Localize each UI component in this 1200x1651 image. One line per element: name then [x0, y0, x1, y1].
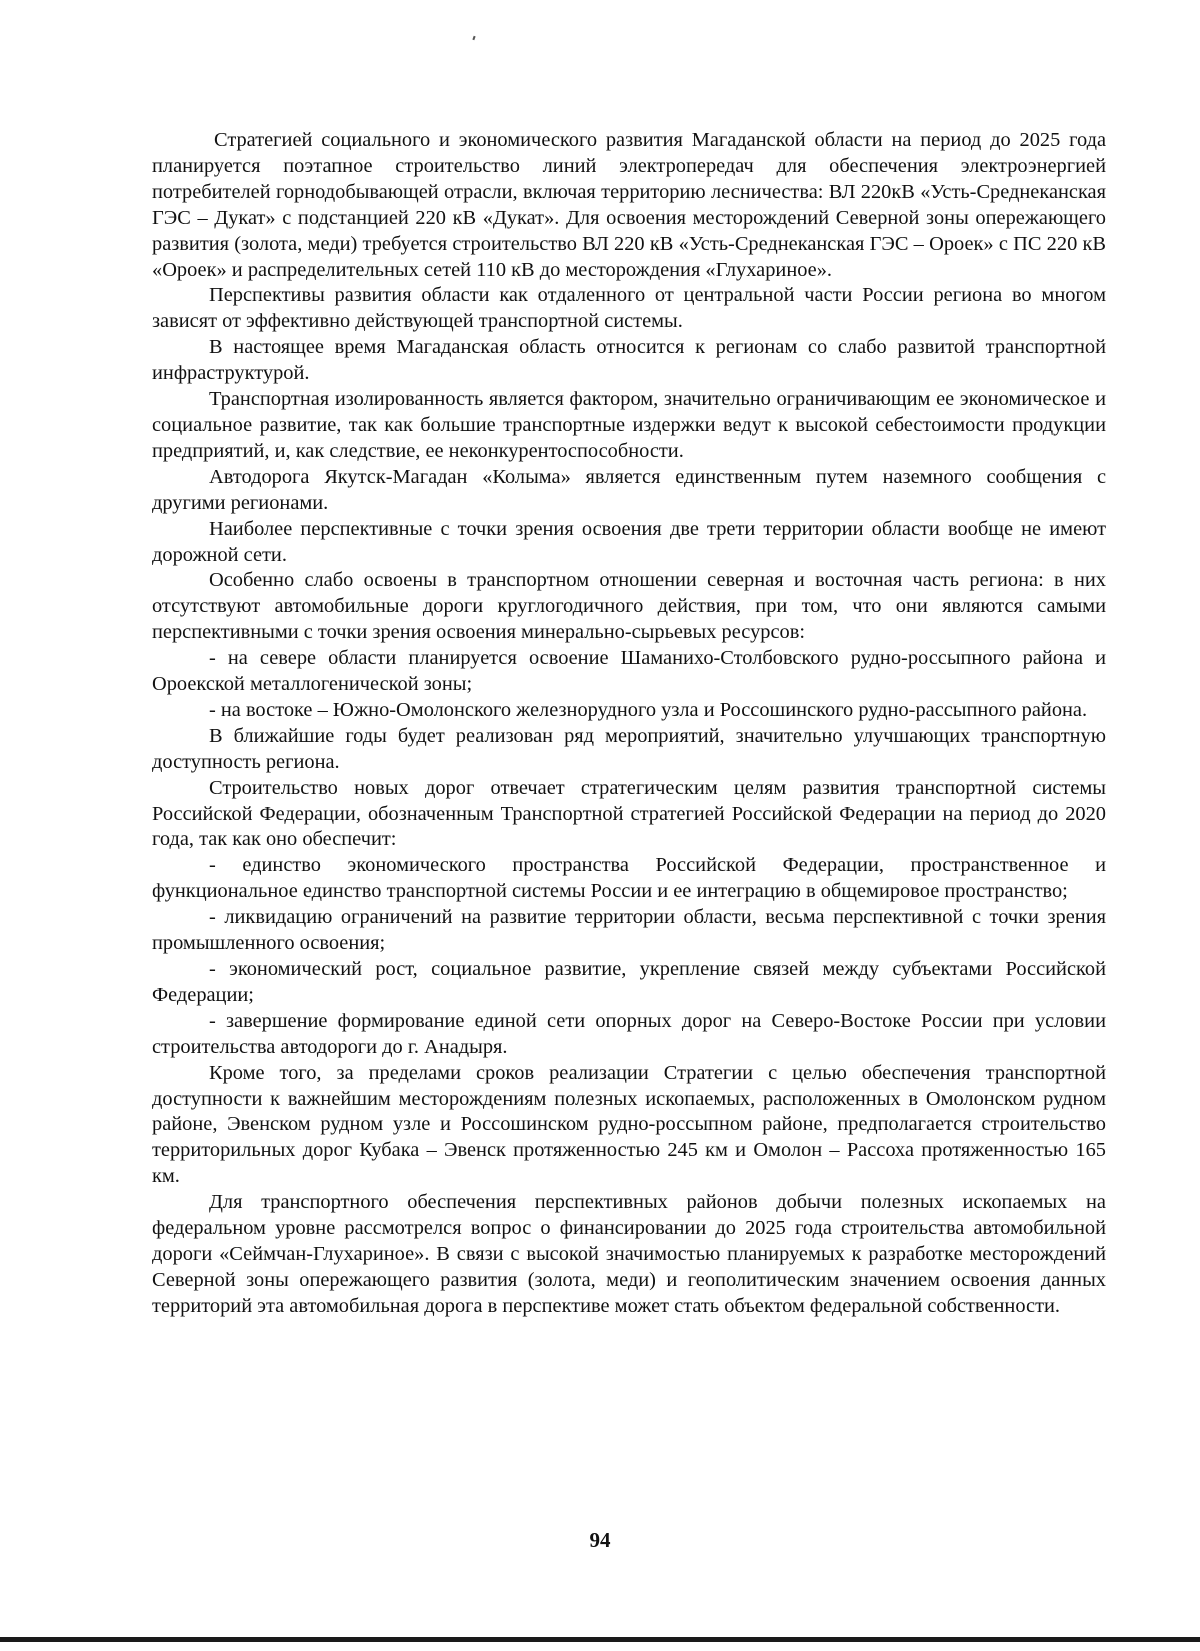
body-text [152, 128, 1106, 1320]
paragraph-upcoming-measures: В ближайшие годы будет реализован ряд мероприятий, значительно улучшающих транспортную доступность региона. [152, 724, 1106, 773]
list-item-restrictions: - ликвидацию ограничений на развитие территории области, весьма перспективной с точки зрения промышленного освоения; [152, 906, 1106, 955]
list-item-east: - на востоке – Южно-Омолонского железнорудного узла и Россошинского рудно-рассыпного района. [209, 698, 1088, 721]
list-item-network: - завершение формирование единой сети опорных дорог на Северо-Востоке России при условии строительства автодороги до г. Анадыря. [152, 1009, 1106, 1058]
scan-bottom-edge [0, 1637, 1200, 1642]
paragraph-weak-infrastructure: В настоящее время Магаданская область относится к регионам со слабо развитой транспортной инфраструктурой. [152, 336, 1106, 385]
paragraph-isolation: Транспортная изолированность является фактором, значительно ограничивающим ее экономическое и социальное развитие, так как большие транспортные издержки ведут к высокой себестоимости продукции предприятий, и, как следствие, ее неконкурентоспособности. [152, 388, 1106, 462]
paragraph-transport-prospects: Перспективы развития области как отдаленного от центральной части России региона во многом зависят от эффективно действующей транспортной системы. [152, 284, 1106, 333]
paragraph-kolyma-road: Автодорога Якутск-Магадан «Колыма» является единственным путем наземного сообщения с другими регионами. [152, 465, 1106, 514]
list-item-growth: - экономический рост, социальное развитие, укрепление связей между субъектами Российской Федерации; [152, 958, 1106, 1006]
paragraph-no-road-network: Наиболее перспективные с точки зрения освоения две трети территории области вообще не имеют дорожной сети. [152, 517, 1106, 566]
list-item-economic-unity: - единство экономического пространства Российской Федерации, пространственное и функциональное единство транспортной системы России и ее интеграцию в общемировое пространство; [152, 854, 1106, 903]
paragraph-territorial-roads: Кроме того, за пределами сроков реализации Стратегии с целью обеспечения транспортной доступности к важнейшим месторождениям полезных ископаемых, расположенных в Омолонском рудном районе, Эвенском рудном узле и Россошинском рудно-россыпном районе, предполагается строительство территорильных дорог Кубака – Эвенск протяженностью 245 км и Омолон – Рассоха протяженностью 165 км. [152, 1061, 1106, 1188]
paragraph-strategic-goals: Строительство новых дорог отвечает стратегическим целям развития транспортной системы Российской Федерации, обозначенным Транспортной стратегией Российской Федерации на период до 2020 года, так как оно обеспечит: [152, 776, 1106, 851]
paragraph-power-lines: Стратегией социального и экономического развития Магаданской области на период до 2025 года планируется поэтапное строительство линий электропередач для обеспечения электроэнергией потребителей горнодобывающей отрасли, включая территорию лесничества: ВЛ 220кВ «Усть-Среднеканская ГЭС – Дукат» с подстанцией 220 кВ «Дукат». Для освоения месторождений Северной зоны опережающего развития (золота, меди) требуется строительство ВЛ 220 кВ «Усть-Среднеканская ГЭС – Ороек» с ПС 220 кВ «Ороек» и распределительных сетей 110 кВ до месторождения «Глухариное». [152, 129, 1106, 281]
paragraph-federal-road: Для транспортного обеспечения перспективных районов добычи полезных ископаемых на федеральном уровне рассмотрелся вопрос о финансировании до 2025 года строительства автомобильной дороги «Сеймчан-Глухариное». В связи с высокой значимостью планируемых к разработке месторождений Северной зоны опережающего развития (золота, меди) и геополитическим значением освоения данных территорий эта автомобильная дорога в перспективе может стать объектом федеральной собственности. [152, 1191, 1106, 1317]
page-number: 94 [589, 1528, 611, 1552]
paragraph-north-east: Особенно слабо освоены в транспортном отношении северная и восточная часть региона: в них отсутствуют автомобильные дороги круглогодичного действия, при том, что они являются самыми перспективными с точки зрения освоения минерально-сырьевых ресурсов: [152, 569, 1106, 644]
scan-speck [472, 36, 475, 40]
list-item-north: - на севере области планируется освоение Шаманихо-Столбовского рудно-россыпного района и Ороекской металлогенической зоны; [152, 647, 1106, 696]
